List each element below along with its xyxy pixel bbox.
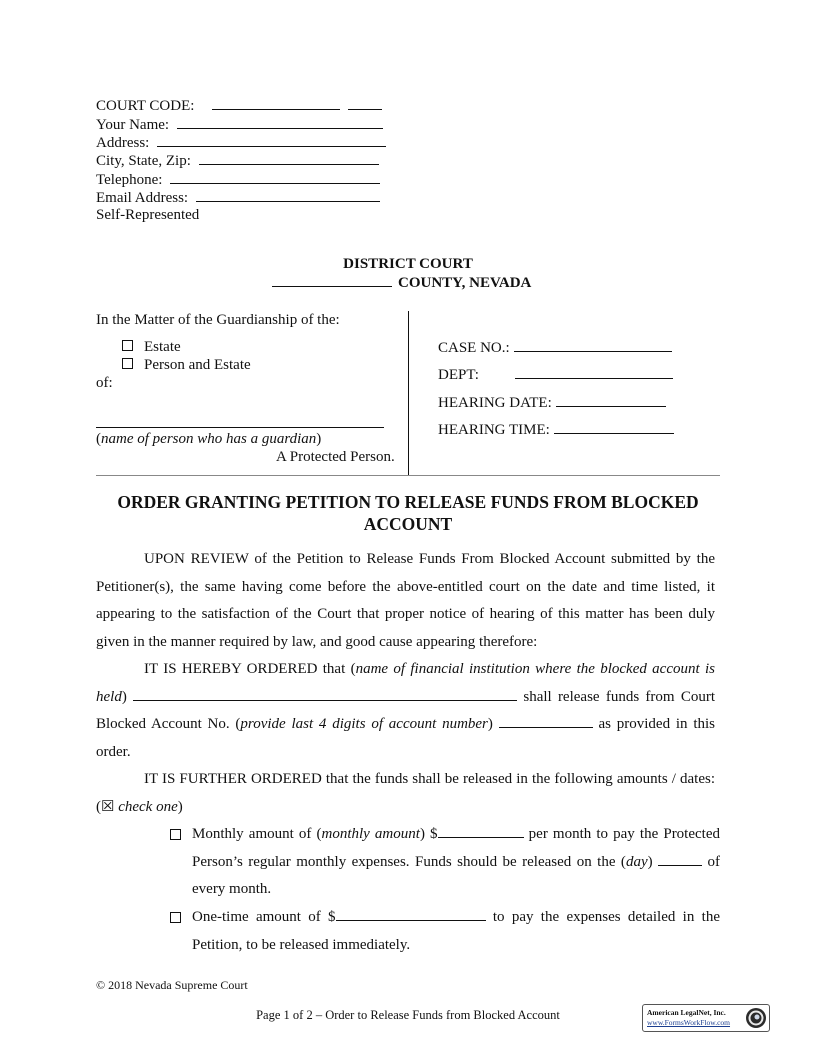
opt1-monthly-note: monthly amount (321, 826, 420, 842)
p3-check-one: check one (114, 798, 178, 815)
hearing-date-label: HEARING DATE: (438, 395, 552, 411)
email-row (96, 188, 380, 206)
dept-label: DEPT: (438, 367, 479, 383)
p3-b: ) (177, 798, 183, 815)
name-note-text: name of person who has a guardian (101, 431, 317, 447)
email-label: Email Address: (96, 190, 189, 206)
financial-institution-field[interactable] (133, 687, 517, 701)
p2-e: as provided in this order. (96, 716, 716, 760)
address-row (96, 133, 386, 151)
hearing-date-row (438, 393, 666, 413)
p2-account-note: provide last 4 digits of account number (240, 716, 488, 732)
paragraph-upon-review-text: UPON REVIEW of the Petition to Release Funds From Blocked Account submitted by the Petitioner(s), the same having come before the above-entitled court on the date and time listed, it appearing to the satisfaction of the Court that proper notice of hearing of this matter has been duly given in the manner required by law, and good cause appearing therefore: (96, 551, 715, 650)
telephone-row (96, 170, 380, 188)
estate-option[interactable] (122, 338, 181, 356)
email-field[interactable] (196, 188, 380, 202)
city-row (96, 151, 379, 169)
p2-c: shall release funds from Court Blocked Account No. ( (96, 688, 716, 732)
city-field[interactable] (199, 151, 379, 165)
opt1-e: of every month. (192, 853, 721, 897)
order-title-line1: ORDER GRANTING PETITION TO RELEASE FUNDS FROM BLOCKED (117, 492, 699, 512)
county-field[interactable] (272, 273, 392, 287)
account-number-field[interactable] (499, 714, 593, 728)
hearing-date-field[interactable] (556, 393, 666, 407)
self-rep-label: Self-Represented (96, 207, 200, 223)
name-label: Your Name: (96, 117, 170, 133)
p2-d: ) (487, 716, 499, 732)
order-title-line2: ACCOUNT (363, 514, 453, 534)
page-footer: Page 1 of 2 – Order to Release Funds from Blocked Account (256, 1008, 560, 1022)
person-estate-label: Person and Estate (144, 357, 251, 373)
of-label: of: (96, 375, 113, 391)
estate-checkbox[interactable] (122, 340, 133, 351)
paragraph-hereby-ordered (96, 656, 715, 766)
person-estate-checkbox[interactable] (122, 358, 133, 369)
forms-workflow-logo (642, 1004, 770, 1032)
caption-divider-vertical (408, 311, 409, 475)
p2-b: ) (121, 688, 134, 705)
city-label: City, State, Zip: (96, 153, 191, 169)
address-label: Address: (96, 135, 150, 151)
hearing-time-field[interactable] (554, 420, 674, 434)
hearing-time-label: HEARING TIME: (438, 422, 550, 438)
p3-a: IT IS FURTHER ORDERED that the funds shall be released in the following amounts / dates: ( (96, 771, 715, 815)
opt2-b: to pay the expenses detailed in the Petition, to be released immediately. (192, 909, 720, 953)
matter-label: In the Matter of the Guardianship of the: (96, 312, 340, 328)
logo-line1: American LegalNet, Inc. (647, 1008, 726, 1017)
court-title: DISTRICT COURT (343, 256, 473, 272)
one-time-checkbox-box[interactable] (170, 912, 181, 923)
logo-line2: www.FormsWorkFlow.com (647, 1018, 731, 1027)
person-estate-option[interactable] (122, 356, 251, 374)
paragraph-upon-review (96, 546, 715, 656)
check-one-icon: ☒ (101, 798, 115, 815)
telephone-field[interactable] (170, 170, 380, 184)
p2-a: IT IS HEREBY ORDERED that ( (144, 661, 356, 677)
self-rep-row (96, 206, 199, 224)
dept-row (438, 365, 673, 385)
court-code-label: COURT CODE: (96, 98, 195, 114)
opt1-d: ) (647, 853, 659, 870)
release-day-field[interactable] (658, 852, 702, 866)
case-no-field[interactable] (514, 338, 672, 352)
name-row (96, 115, 383, 133)
opt1-c: per month to pay the Protected Person’s regular monthly expenses. Funds should be released on the ( (192, 826, 720, 870)
monthly-option (192, 821, 720, 904)
county-label: COUNTY, NEVADA (398, 275, 532, 291)
address-field[interactable] (157, 133, 386, 147)
court-code-field[interactable] (212, 96, 340, 110)
case-no-label: CASE NO.: (438, 340, 510, 356)
order-title (88, 491, 728, 535)
name-field[interactable] (177, 115, 383, 129)
name-note: (name of person who has a guardian) (96, 431, 322, 447)
paragraph-further-ordered (96, 766, 715, 821)
opt1-a: Monthly amount of ( (192, 826, 322, 842)
one-time-option (192, 904, 720, 959)
dept-field[interactable] (515, 365, 673, 379)
one-time-option-checkbox[interactable] (170, 911, 181, 928)
p2-institution-note: name of financial institution where the blocked account is held (96, 661, 715, 705)
court-code-row (96, 96, 382, 114)
opt2-a: One-time amount of $ (192, 909, 336, 925)
caption-divider-horizontal (96, 475, 720, 476)
hearing-time-row (438, 420, 674, 440)
case-no-row (438, 338, 672, 358)
monthly-option-checkbox[interactable] (170, 828, 181, 845)
protected-person-name-field[interactable] (96, 427, 384, 428)
monthly-checkbox-box[interactable] (170, 829, 181, 840)
estate-label: Estate (144, 339, 181, 355)
opt1-b: ) $ (419, 826, 438, 842)
monthly-amount-field[interactable] (438, 824, 524, 838)
one-time-amount-field[interactable] (336, 907, 486, 921)
telephone-label: Telephone: (96, 172, 163, 188)
copyright: © 2018 Nevada Supreme Court (96, 978, 248, 992)
county-row (272, 273, 531, 292)
opt1-day-note: day (625, 853, 648, 870)
globe-icon (745, 1007, 767, 1029)
court-code-suffix-field[interactable] (348, 96, 382, 110)
protected-person-label: A Protected Person. (276, 449, 395, 465)
